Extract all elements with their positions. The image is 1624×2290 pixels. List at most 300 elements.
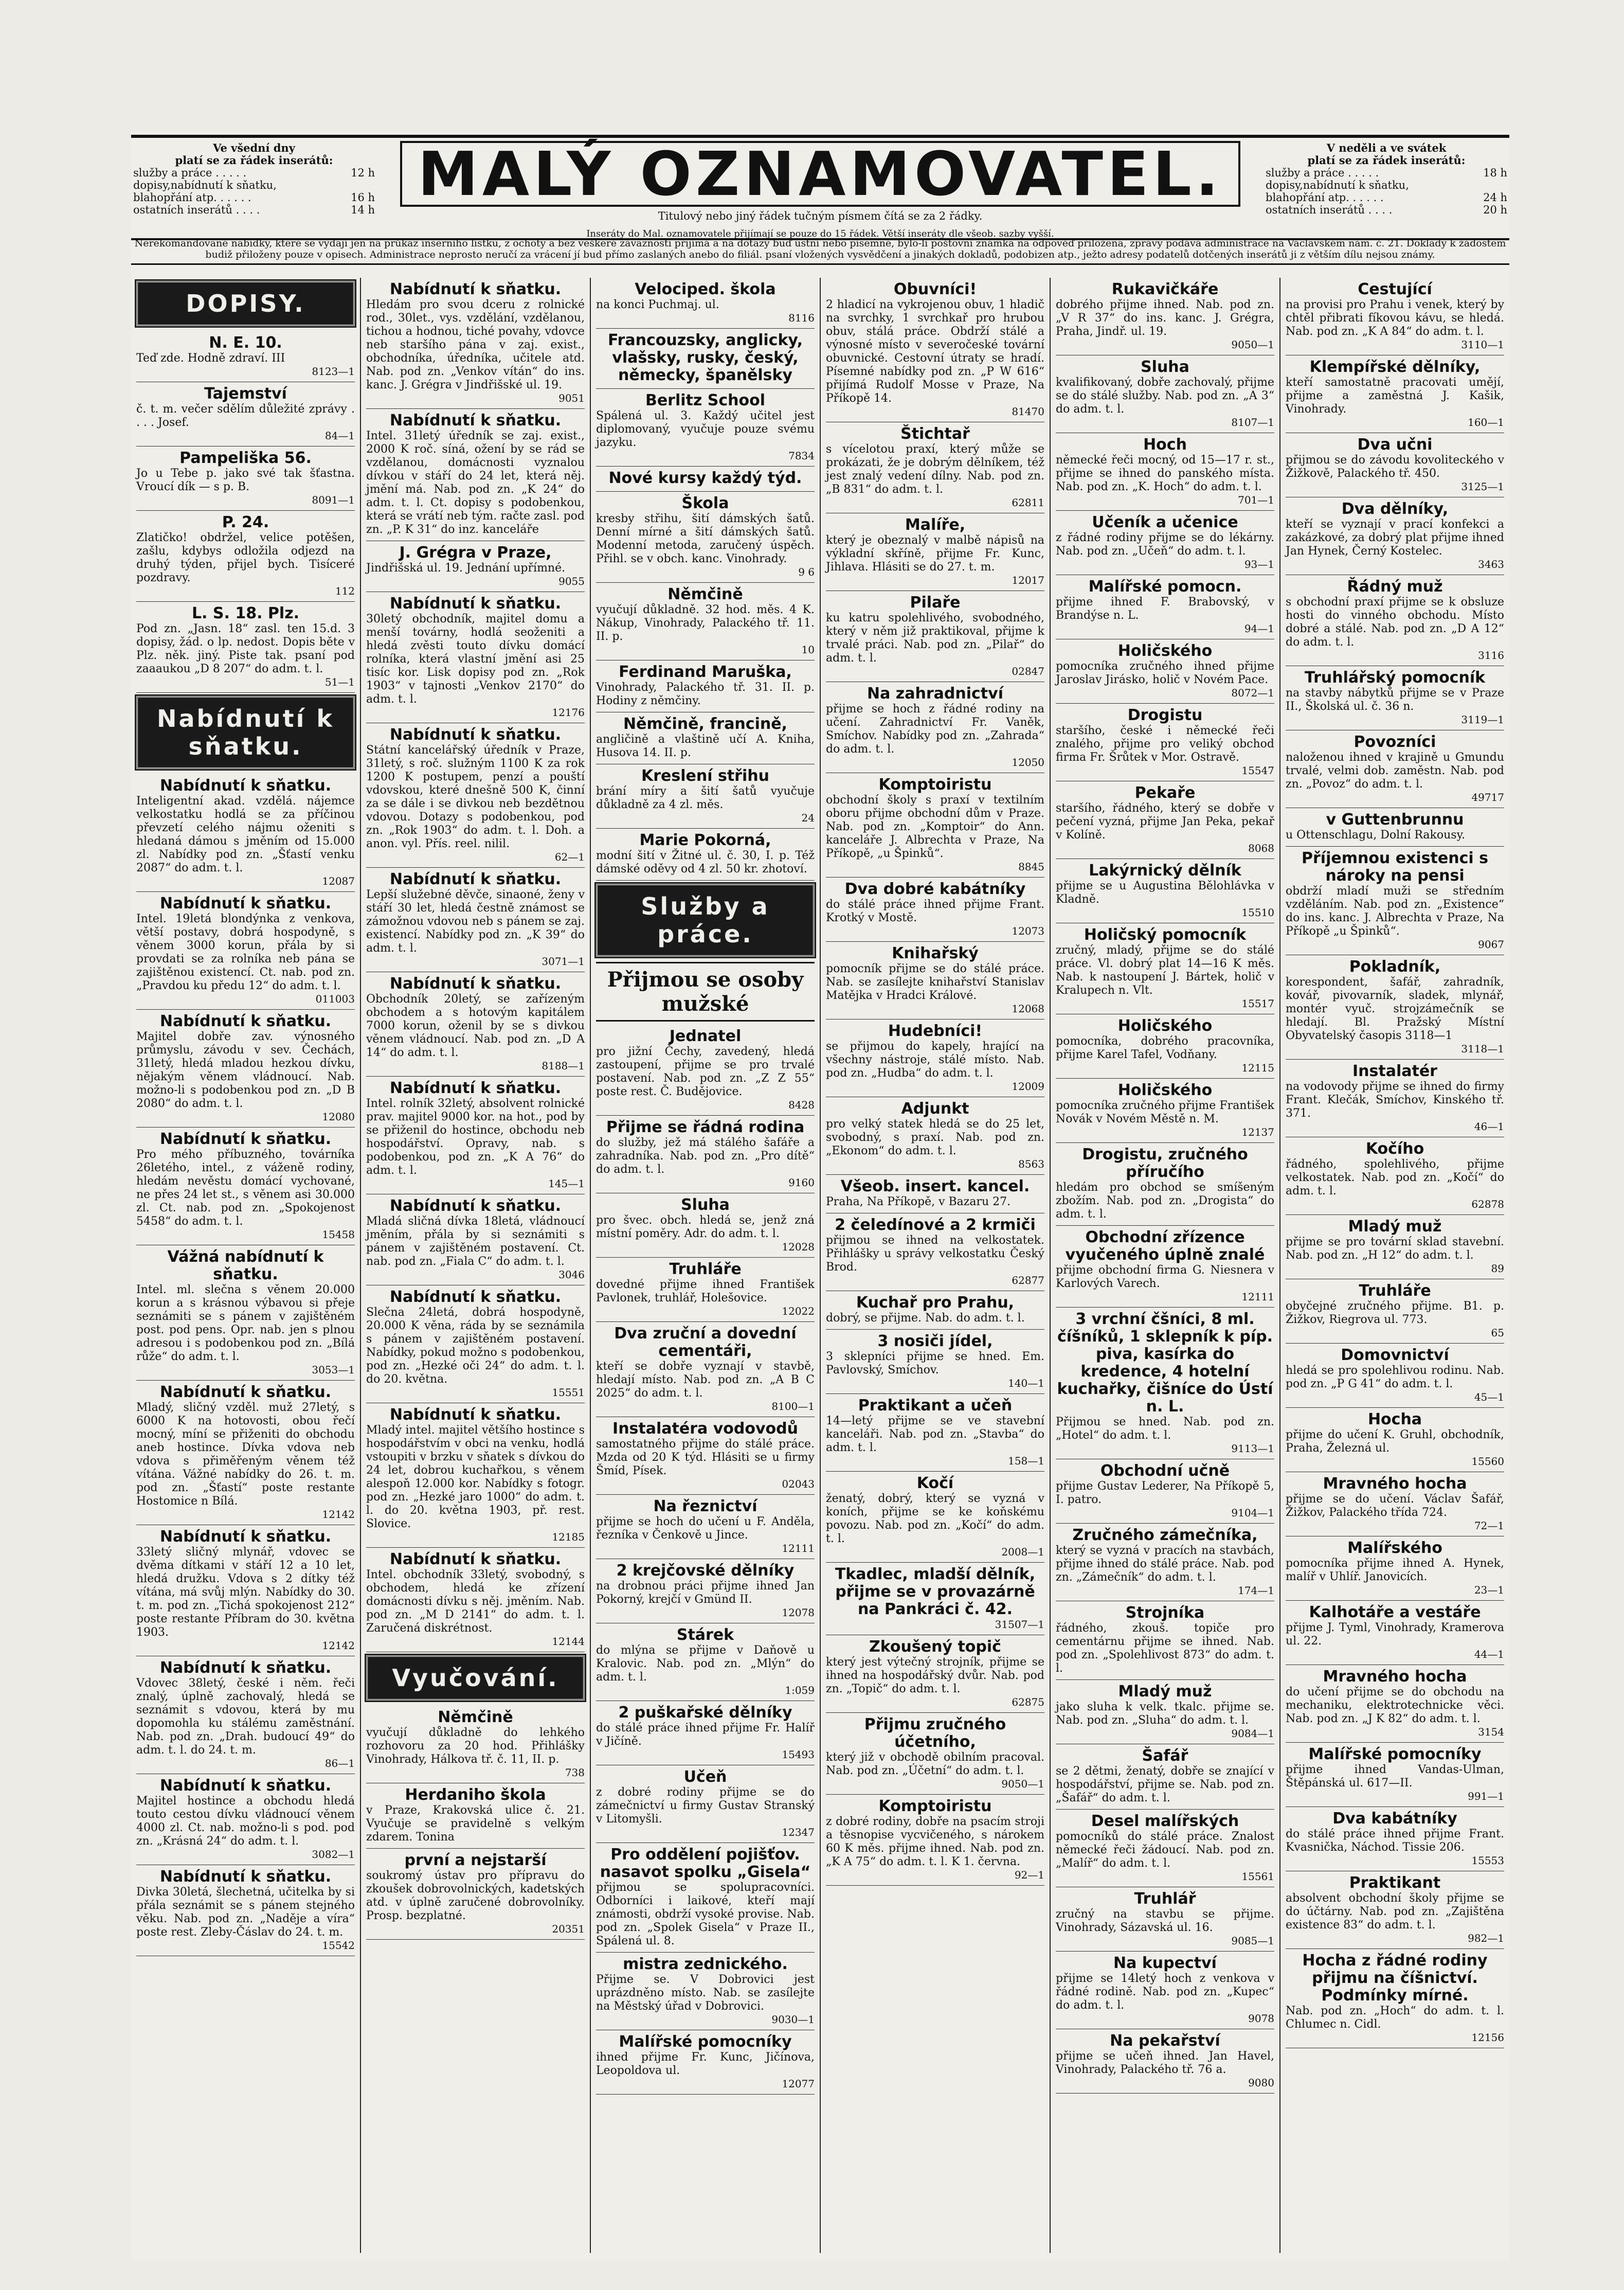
ad-number: 31507—1	[995, 1618, 1044, 1631]
classified-ad	[136, 1656, 355, 1774]
classified-ad	[596, 1623, 815, 1701]
ad-title: Truhlářský pomocník	[1304, 669, 1486, 687]
ad-number: 3082—1	[312, 1848, 355, 1860]
classified-ad	[596, 2030, 815, 2095]
ad-body: obyčejné zručného přijme. B1. p. Žižkov, Riegrova ul. 773.	[1286, 1300, 1504, 1326]
ad-body: Intel. 19letá blondýnka z venkova, větší postavy, dobrá hospodyně, s věnem 3000 korun, přála by si provdati se za rolníka neb pána se zajištěnou existencí. Ct. nab. pod zn. „Pravdou ku předu 12“ do adm. t. l.	[136, 913, 355, 992]
ad-body: u Ottenschlagu, Dolní Rakousy.	[1286, 829, 1466, 842]
ad-body: Vinohrady, Palackého tř. 31. II. p. Hodiny z němčiny.	[596, 681, 815, 707]
ad-title: Holičského	[1117, 642, 1213, 660]
ad-title: Zručného zámečníka,	[1072, 1526, 1258, 1544]
ad-body: samostatného přijme do stálé práce. Mzda od 20 K týd. Hlásiti se u firmy Šmíd, Písek.	[596, 1438, 815, 1477]
classified-ad	[366, 868, 585, 972]
section-heading: Služby a práce.	[596, 884, 815, 957]
ad-title: mistra zednického.	[623, 1955, 788, 1973]
ad-number: 12115	[1241, 1062, 1274, 1074]
ad-body: Státní kancelářský úředník v Praze, 31letý, s roč. služným 1100 K za rok 1200 K postupem, penzí a pouští vdovskou, které dnešně 500 K, činní za se dále i se divkou neb bezdětnou vdovou. Dotazy s podobenkou, pod zn. „Rok 1903“ do adm. t. l. Doh. a anon. vyl. Přís. reel. nilil.	[366, 744, 585, 850]
ad-number: 9104—1	[1231, 1507, 1274, 1519]
ad-title: Klempířské dělníky,	[1309, 358, 1481, 376]
ad-number: 12009	[1012, 1080, 1044, 1093]
classified-ad	[1286, 1871, 1504, 1949]
ad-number: 8072—1	[1231, 687, 1274, 699]
rate-price: 14 h	[351, 204, 375, 216]
classified-ad	[136, 1774, 355, 1865]
rate-label: blahopřání atp. . . . . .	[1266, 191, 1384, 204]
classified-ad	[1056, 1014, 1274, 1079]
ad-title: Hocha	[1367, 1410, 1422, 1428]
ad-body: pomocníka, dobrého pracovníka, přijme Karel Tafel, Vodňany.	[1056, 1035, 1274, 1061]
rate-price: 20 h	[1483, 204, 1507, 216]
ad-number: 62877	[1012, 1274, 1044, 1286]
ad-number: 9080	[1248, 2077, 1274, 2089]
ad-title: N. E. 10.	[209, 334, 282, 352]
ad-body: č. t. m. večer sdělím důležité zprávy . . . . Josef.	[136, 403, 355, 429]
ad-title: Štichtař	[900, 425, 970, 443]
rate-row	[1266, 191, 1507, 204]
ad-body: 33letý sličný mlynář, vdovec se dvěma dítkami v stáří 12 a 10 let, hledá družku. Vdova s 2 dítky též vítána, má svůj mlýn. Nabídky do 30. t. m. pod zn. „Tichá spokojenost 212“ poste restante Příbram do 30. května 1903.	[136, 1546, 355, 1639]
classified-ad	[136, 892, 355, 1010]
ad-title: J. Grégra v Praze,	[399, 544, 552, 562]
rate-row	[1266, 167, 1507, 179]
ad-body: Intel. 31letý úředník se zaj. exist., 2000 K roč. síná, ožení by se rád se vzdělanou, domácnosti vyznalou dívkou v stáří do 24 let, která něj. jmění má. Nab. pod zn. „K 24“ do adm. t. l. Ct. dopisy s podobenkou, která se vrátí neb tým. račte zasl. pod zn. „P. K 31“ do inz. kanceláře	[366, 430, 585, 536]
classified-ad	[826, 1175, 1044, 1213]
ad-title: Povozníci	[1354, 733, 1436, 751]
rate-label: ostatních inserátů . . . .	[133, 204, 260, 216]
classified-ad	[366, 409, 585, 541]
classified-ad	[826, 1713, 1044, 1795]
ad-title: Učeň	[683, 1768, 727, 1786]
classified-ad	[136, 382, 355, 446]
classified-ad	[366, 1077, 585, 1194]
ad-body: přijme se u Augustina Bělohlávka v Kladně.	[1056, 880, 1274, 906]
ad-body: Intel. obchodník 33letý, svobodný, s obchodem, hledá ke zřízení domácnosti dívku s něj. jměním. Nab. pod zn. „M D 2141“ do adm. t. l. Zaručená diskrétnost.	[366, 1568, 585, 1635]
ad-number: 62875	[1012, 1696, 1044, 1708]
classified-ad	[596, 467, 815, 492]
classified-ad	[366, 541, 585, 592]
classified-ad	[1056, 1079, 1274, 1143]
ad-body: obchodní školy s praxí v textilním oboru přijme obchodní dům v Praze. Nab. pod zn. „Komptoir“ do Ann. kanceláře J. Albrechta v Praze, Na Příkopě, „u Špinků“.	[826, 794, 1044, 860]
classified-ad	[596, 1765, 815, 1843]
ad-number: 9055	[558, 575, 585, 587]
ad-number: 89	[1491, 1262, 1504, 1275]
classified-ad	[366, 1403, 585, 1548]
ad-body: pomocníků do stálé práce. Znalost německé řeči žádoucí. Nab. pod zn. „Malíř“ do adm. t. l.	[1056, 1830, 1274, 1870]
ad-title: Pekaře	[1134, 784, 1196, 802]
classified-ad	[1286, 847, 1504, 955]
ad-number: 46—1	[1474, 1120, 1504, 1133]
ad-body: který se vyzná v pracích na stavbách, přijme ihned do stálé práce. Nab. pod zn. „Zámečník“ do adm. t. l.	[1056, 1544, 1274, 1584]
ad-number: 93—1	[1244, 558, 1274, 570]
ad-body: přijme do učení K. Gruhl, obchodník, Praha, Železná ul.	[1286, 1428, 1504, 1455]
ad-title: Drogistu	[1127, 706, 1203, 724]
section-heading: Vyučování.	[366, 1655, 585, 1701]
ad-number: 02847	[1012, 665, 1044, 677]
classified-ad	[136, 1525, 355, 1656]
classified-ad	[1056, 923, 1274, 1014]
classified-ad	[1056, 859, 1274, 923]
ad-title: Hoch	[1143, 436, 1187, 454]
ad-number: 8091—1	[312, 494, 355, 506]
ad-number: 12137	[1241, 1126, 1274, 1138]
ad-number: 12144	[552, 1635, 585, 1648]
ad-title: Přijmu zručného účetního,	[864, 1715, 1006, 1751]
ad-title: Holičský pomocník	[1084, 926, 1247, 944]
ad-number: 3463	[1478, 558, 1504, 570]
classified-ad	[1286, 666, 1504, 730]
sub-heading: Přijmou se osoby mužské	[596, 962, 815, 1022]
ad-number: 15458	[322, 1228, 355, 1241]
ad-title: Dva dělníky,	[1341, 500, 1449, 518]
rate-label: služby a práce . . . . .	[1266, 167, 1379, 179]
ad-number: 3116	[1478, 649, 1504, 661]
classified-ad	[366, 278, 585, 409]
sunday-rates-subhead: platí se za řádek inserátů:	[1307, 154, 1466, 167]
ad-number: 9050—1	[1001, 1778, 1044, 1790]
ad-title: Truhlář	[1134, 1890, 1196, 1908]
ad-number: 12111	[1241, 1291, 1274, 1303]
classified-ad	[596, 1559, 815, 1623]
ad-title: Hocha z řádné rodiny přijmu na číšnictví. Podmínky mírné.	[1302, 1952, 1488, 2005]
ad-body: pro velký statek hledá se do 25 let, svobodný, s praxí. Nab. pod zn. „Ekonom“ do adm. t. l.	[826, 1118, 1044, 1157]
classified-ad	[596, 492, 815, 583]
weekday-rates-subhead: platí se za řádek inserátů:	[175, 154, 333, 167]
ad-body: do stálé práce ihned přijme Frant. Kvasnička, Náchod. Tissie 206.	[1286, 1828, 1504, 1854]
ad-number: 3119—1	[1461, 713, 1504, 726]
ad-body: 3 sklepníci přijme se hned. Em. Pavlovský, Smíchov.	[826, 1350, 1044, 1376]
ad-number: 12080	[322, 1111, 355, 1123]
classified-ad	[366, 1194, 585, 1285]
ad-title: Dva kabátníky	[1332, 1810, 1457, 1828]
rate-label: ostatních inserátů . . . .	[1266, 204, 1393, 216]
ad-title: 3 vrchní čšníci, 8 ml. číšníků, 1 sklepník k píp. piva, kasírka do kredence, 4 hotelní kuchařky, čišníce do Ústí n. L.	[1057, 1310, 1273, 1416]
classified-ad	[596, 1116, 815, 1193]
ad-number: 8563	[1018, 1158, 1044, 1170]
classified-ad	[596, 1701, 815, 1765]
rate-label: dopisy,nabídnutí k sňatku,	[1266, 179, 1409, 191]
classified-ad	[1286, 1601, 1504, 1665]
classified-ad	[1056, 1680, 1274, 1744]
classified-ad	[826, 773, 1044, 878]
ad-body: do stálé práce ihned přijme Frant. Krotký v Mostě.	[826, 898, 1044, 924]
classified-ad	[1286, 575, 1504, 666]
ad-title: Nabídnutí k sňatku.	[389, 1406, 562, 1424]
classified-ad	[596, 1417, 815, 1495]
ad-title: 2 čeledínové a 2 krmiči	[835, 1216, 1036, 1234]
ad-body: pro jižní Čechy, zavedený, hledá zastoupení, přijme se pro trvalé postavení. Nab. pod zn. „Z Z 55“ poste rest. Č. Budějovice.	[596, 1045, 815, 1098]
classified-ad	[826, 278, 1044, 422]
ad-title: Nabídnutí k sňatku.	[159, 1868, 332, 1886]
ad-body: Jindřišská ul. 19. Jednání upřímné.	[366, 562, 566, 575]
classified-ad	[826, 682, 1044, 773]
ad-body: Teď zde. Hodně zdraví. III	[136, 352, 285, 365]
ad-body: Pod zn. „Jasn. 18“ zasl. ten 15.d. 3 dopisy, žád. o lp. nedost. Dopis běte v Plz. něk. jiný. Piste tak. psaní pod zaaaukou „D 8 207“ do adm. t. l.	[136, 622, 355, 675]
ad-body: korespondent, šafář, zahradník, kovář, pivovarník, sladek, mlynář, montér vyuč. strojzámečník se hledají. Bl. Pražský Místní Obyvatelský časopis 3118—1	[1286, 976, 1504, 1042]
ad-title: Kočí	[916, 1474, 954, 1492]
ad-number: 15510	[1241, 906, 1274, 919]
ad-body: přijme ihned F. Brabovský, v Brandýse n. L.	[1056, 596, 1274, 622]
ad-title: Mladý muž	[1118, 1683, 1212, 1701]
ad-body: ku katru spolehlivého, svobodného, který v něm již praktikoval, přijme k trvalé práci. Nab. pod zn. „Pilař“ do adm. t. l.	[826, 612, 1044, 665]
ad-body: přijme J. Tyml, Vinohrady, Kramerova ul. 22.	[1286, 1621, 1504, 1648]
ad-number: 8123—1	[312, 365, 355, 378]
classified-ad	[1056, 1887, 1274, 1952]
classified-ad	[826, 1213, 1044, 1291]
ad-body: 2 hladicí na vykrojenou obuv, 1 hladič na svrchky, 1 svrchkař pro hrubou obuv, stálá práce. Obdrží stálé a výnosné místo v severočeské tovární obuvnické. Cestovní útraty se hradí. Písemné nabídky pod zn. „P W 616“ přijímá Rudolf Mosse v Praze, Na Příkopě 14.	[826, 298, 1044, 405]
classified-ad	[826, 942, 1044, 1019]
ad-body: Vdovec 38letý, české i něm. řeči znalý, úplně zachovalý, hledá se seznámit s vdovou, která by mu dopomohla ku stálému zaměstnání. Nab. pod zn. „Drah. budoucí 49“ do adm. t. l. do 24. t. m.	[136, 1677, 355, 1757]
ad-number: 12087	[322, 875, 355, 887]
ad-number: 1:059	[785, 1684, 815, 1696]
ad-number: 8100—1	[771, 1400, 815, 1412]
ad-title: Pampeliška 56.	[179, 449, 312, 467]
ad-number: 12156	[1471, 2031, 1504, 2044]
ad-title: Škola	[681, 494, 729, 512]
section-heading: Nabídnutí k sňatku.	[136, 696, 355, 769]
ad-number: 112	[335, 585, 355, 597]
ad-number: 3110—1	[1461, 338, 1504, 351]
ad-number: 62878	[1471, 1198, 1504, 1210]
ad-number: 81470	[1012, 405, 1044, 418]
ad-number: 9084—1	[1231, 1727, 1274, 1740]
ad-body: přijme obchodní firma G. Niesnera v Karlových Varech.	[1056, 1264, 1274, 1290]
ad-body: Jo u Tebe p. jako své tak šťastna. Vroucí dík — s p. B.	[136, 467, 355, 493]
ad-body: řádného, zkouš. topiče pro cementárnu přijme se ihned. Nab. pod zn. „Spolehlivost 873“ do adm. t. l.	[1056, 1622, 1274, 1675]
ad-number: 8428	[788, 1099, 815, 1111]
classified-ad	[1056, 433, 1274, 511]
ad-title: Komptoiristu	[878, 776, 992, 794]
ad-title: Desel malířských	[1091, 1812, 1239, 1830]
classified-ad	[596, 1193, 815, 1258]
ad-title: 3 nosiči jídel,	[877, 1332, 993, 1350]
ad-title: Lakýrnický dělník	[1089, 862, 1241, 880]
classified-ad	[136, 1010, 355, 1128]
ad-title: Zkoušený topič	[869, 1638, 1001, 1656]
ad-title: Tajemství	[204, 385, 287, 403]
ad-body: přijme se hoch do učení u F. Anděla, řezníka v Čenkově u Jince.	[596, 1515, 815, 1542]
ad-title: Příjemnou existenci s nároky na pensi	[1302, 849, 1488, 885]
classified-ad	[1286, 433, 1504, 497]
ad-title: první a nejstarší	[404, 1851, 547, 1869]
ad-number: 86—1	[324, 1757, 355, 1769]
classified-ad	[1286, 497, 1504, 575]
ad-number: 15561	[1241, 1870, 1274, 1883]
classified-ad	[596, 764, 815, 829]
ad-number: 12142	[322, 1639, 355, 1652]
classified-ad	[1056, 639, 1274, 704]
ad-column	[1279, 278, 1509, 2253]
ad-body: který již v obchodě obilním pracoval. Nab. pod zn. „Účetní“ do adm. t. l.	[826, 1751, 1044, 1777]
ad-title: Vážná nabídnutí k sňatku.	[167, 1248, 324, 1283]
ad-title: Nabídnutí k sňatku.	[389, 280, 562, 298]
ad-body: Inteligentní akad. vzdělá. nájemce velkostatku hodlá se za příčinou převzetí celého nájmu oženiti s hledaná dámou s jměním od 15.000 zl. Nabídky pod zn. „Šťastí venku 2087“ do adm. t. l.	[136, 795, 355, 874]
ad-body: ženatý, dobrý, který se vyzná v koních, přijme se ke koňskému povozu. Nab. pod zn. „Kočí“ do adm. t. l.	[826, 1492, 1044, 1545]
rate-price: 12 h	[351, 167, 375, 179]
ad-number: 8188—1	[542, 1060, 585, 1072]
ad-number: 49717	[1471, 791, 1504, 803]
ad-title: Truhláře	[1359, 1282, 1431, 1300]
ad-title: Sluha	[1141, 358, 1189, 376]
classified-ad	[136, 774, 355, 892]
ad-body: do mlýna se přijme v Daňově u Kralovic. Nab. pod zn. „Mlýn“ do adm. t. l.	[596, 1644, 815, 1684]
ad-number: 7834	[788, 450, 815, 462]
ad-number: 12185	[552, 1531, 585, 1543]
ad-title: Adjunkt	[901, 1100, 969, 1118]
ad-body: pomocník přijme se do stálé práce. Nab. se zasílejte knihařství Stanislav Matějka v Hradci Králové.	[826, 962, 1044, 1002]
ad-title: Hudebníci!	[888, 1022, 983, 1040]
ad-number: 15517	[1241, 997, 1274, 1010]
ad-number: 12068	[1012, 1003, 1044, 1015]
ad-body: 30letý obchodník, majitel domu a menší továrny, hodlá seoženiti a hledá zvěsti touto dívku domácí rolníka, která vlastní jmění asi 25 tisíc kor. Lisk dopisy pod zn. „Rok 1903“ v tajnosti „Venkov 2170“ do adm. t. l.	[366, 613, 585, 706]
ad-title: Praktikant a učeň	[858, 1397, 1013, 1415]
classified-ad	[1056, 1226, 1274, 1308]
ad-body: modní šití v Žitné ul. č. 30, I. p. Též dámské oděvy od 4 zl. 50 kr. zhotoví.	[596, 849, 815, 875]
ad-number: 9113—1	[1231, 1442, 1274, 1455]
ad-body: kvalifikovaný, dobře zachovalý, přijme se do stálé služby. Nab. pod zn. „A 3“ do adm. t. l.	[1056, 376, 1274, 416]
ad-title: Pro oddělení pojišťov. nasavot spolku „Gisela“	[600, 1846, 811, 1881]
ad-body: jako sluha k velk. tkalc. přijme se. Nab. pod zn. „Sluha“ do adm. t. l.	[1056, 1701, 1274, 1727]
ad-body: Obchodník 20letý, se zařízeným obchodem a s hotovým kapitálem 7000 korun, oženil by se s divkou věnem vládnoucí. Nab. pod zn. „D A 14“ do adm. t. l.	[366, 993, 585, 1059]
classified-ad	[596, 1025, 815, 1116]
classified-ad	[1286, 1472, 1504, 1536]
ad-title: Ferdinand Maruška,	[619, 663, 792, 681]
rate-price: 16 h	[351, 191, 375, 204]
classified-ad	[826, 1472, 1044, 1563]
ad-title: Praktikant	[1349, 1874, 1441, 1892]
ad-body: dobrého přijme ihned. Nab. pod zn. „V R 37“ do ins. kanc. J. Grégra, Praha, Jindř. ul. 19.	[1056, 298, 1274, 338]
ad-title: Nové kursy každý týd.	[608, 469, 802, 487]
classified-ad	[1286, 730, 1504, 808]
ad-body: obdrží mladí muži se středním vzděláním. Nab. pod zn. „Existence“ do ins. kanc. J. Albrechta v Praze, Na Příkopě „u Špinků“.	[1286, 885, 1504, 938]
ad-title: Marie Pokorná,	[639, 831, 771, 849]
ad-title: Nabídnutí k sňatku.	[389, 1288, 562, 1306]
ad-number: 24	[801, 812, 815, 824]
ad-title: Na pekařství	[1110, 2032, 1220, 2050]
ad-body: Mladá sličná dívka 18letá, vládnoucí jměním, přála by si seznámiti s pánem v zajištěném postavení. Ct. nab. pod zn. „Fiala C“ do adm. t. l.	[366, 1215, 585, 1268]
ad-body: přijmou se do závodu kovoliteckého v Žižkově, Palackého tř. 450.	[1286, 454, 1504, 480]
ad-number: 15553	[1471, 1854, 1504, 1867]
classified-ad	[1056, 2029, 1274, 2094]
ad-number: 011003	[315, 993, 355, 1005]
ad-number: 51—1	[324, 676, 355, 688]
ad-body: pomocníka zručného přijme František Novák v Novém Městě n. M.	[1056, 1099, 1274, 1125]
ad-number: 15551	[552, 1386, 585, 1399]
rate-row	[1266, 179, 1507, 191]
ad-body: Majitel hostince a obchodu hledá touto cestou dívku vládnoucí věnem 4000 zl. Ct. nab. možno-li s pod. pod zn. „Krásná 24“ do adm. t. l.	[136, 1795, 355, 1848]
ad-number: 62—1	[554, 851, 585, 863]
ad-number: 145—1	[548, 1177, 585, 1190]
ad-number: 12111	[782, 1542, 815, 1554]
ad-title: Mladý muž	[1348, 1218, 1442, 1236]
ad-title: Mravného hocha	[1323, 1668, 1467, 1686]
classified-ad	[826, 1563, 1044, 1635]
ad-column	[820, 278, 1050, 2253]
ad-title: Malířské pomocníky	[1308, 1745, 1482, 1763]
ad-number: 982—1	[1468, 1932, 1504, 1944]
ad-title: Sluha	[681, 1196, 730, 1214]
ad-number: 991—1	[1468, 1790, 1504, 1802]
ad-body: hledá se pro spolehlivou rodinu. Nab. pod zn. „P G 41“ do adm. t. l.	[1286, 1364, 1504, 1390]
ad-title: Drogistu, zručného příručího	[1082, 1146, 1248, 1181]
ad-title: Rukavičkáře	[1111, 280, 1219, 298]
ad-title: Nabídnutí k sňatku.	[389, 870, 562, 888]
ad-column	[360, 278, 590, 2253]
ad-title: Dva učni	[1357, 436, 1433, 454]
ad-number: 8068	[1248, 842, 1274, 854]
ad-title: Velociped. škola	[635, 280, 776, 298]
ad-title: Kalhotáře a vestáře	[1309, 1603, 1481, 1621]
weekday-rates-head: Ve všední dny	[213, 141, 295, 154]
ad-body: přijme ihned Vandas-Ulman, Štěpánská ul. 617—II.	[1286, 1763, 1504, 1790]
ad-body: vyučují důkladně do lehkého rozhovoru za 20 hod. Přihlášky Vinohrady, Hálkova tř. č. 11, II. p.	[366, 1726, 585, 1766]
ad-body: staršího, řádného, který se dobře v pečení vyzná, přijme Jan Peka, pekař v Kolíně.	[1056, 802, 1274, 842]
classified-ad	[596, 1258, 815, 1322]
ad-title: Nabídnutí k sňatku.	[389, 1197, 562, 1215]
title-note: Titulový nebo jiný řádek tučným písmem čítá se za 2 řádky.	[658, 210, 983, 222]
classified-ad	[1286, 1137, 1504, 1215]
classified-ad	[136, 1381, 355, 1525]
ad-number: 12050	[1012, 756, 1044, 768]
ad-title: 2 krejčovské dělníky	[616, 1562, 795, 1580]
classified-ad	[1056, 1810, 1274, 1887]
ad-number: 15493	[782, 1748, 815, 1761]
ad-number: 12073	[1012, 925, 1044, 937]
classified-ad	[1286, 1665, 1504, 1743]
ad-body: ihned přijme Fr. Kunc, Jičínova, Leopoldova ul.	[596, 2051, 815, 2077]
ad-title: Nabídnutí k sňatku.	[159, 777, 332, 795]
ad-body: přijmou se ihned na velkostatek. Přihlášky u správy velkostatku Český Brod.	[826, 1234, 1044, 1274]
classified-ad	[1286, 1215, 1504, 1279]
ad-title: Komptoiristu	[878, 1797, 992, 1815]
classified-ad	[1286, 1743, 1504, 1807]
ad-title: Nabídnutí k sňatku.	[389, 1079, 562, 1097]
classified-ad	[136, 511, 355, 602]
ad-number: 8845	[1018, 861, 1044, 873]
ad-body: Lepší služebné děvče, sinaoné, ženy v stáří 30 let, hledá čestně známost se zámožnou vdovou neb s pánem se zaj. existencí. Nabídky pod zn. „K 39“ do adm. t. l.	[366, 888, 585, 955]
section-heading: DOPISY.	[136, 281, 355, 326]
ad-title: Kočího	[1365, 1140, 1424, 1158]
ad-title: Francouzsky, anglicky, vlašsky, rusky, český, německy, španělsky	[607, 331, 803, 384]
ad-number: 20351	[552, 1923, 585, 1935]
classified-ad	[1056, 1524, 1274, 1601]
ad-number: 12077	[782, 2078, 815, 2090]
classified-ad	[826, 878, 1044, 942]
ad-number: 94—1	[1244, 622, 1274, 635]
ad-number: 02043	[782, 1478, 815, 1490]
ad-title: Instalatéra vodovodů	[612, 1420, 798, 1438]
classified-ad	[136, 1865, 355, 1956]
ad-number: 9051	[558, 392, 585, 404]
ad-body: do učení přijme se do obchodu na mechaniku, elektrotechnicke věci. Nab. pod zn. „J K 82“ do adm. t. l.	[1286, 1686, 1504, 1725]
ad-title: Instalatér	[1352, 1062, 1437, 1080]
classified-ad	[136, 1128, 355, 1245]
classified-ad	[826, 1291, 1044, 1330]
rate-price: 24 h	[1483, 191, 1507, 204]
ad-title: Malířské pomocn.	[1088, 578, 1242, 596]
rate-label: dopisy,nabídnutí k sňatku,	[133, 179, 277, 191]
ad-column	[590, 278, 820, 2253]
ad-title: Nabídnutí k sňatku.	[159, 1012, 332, 1030]
classified-ad	[366, 972, 585, 1077]
classified-ad	[1056, 511, 1274, 575]
ad-title: Šafář	[1142, 1747, 1188, 1765]
ad-title: Nabídnutí k sňatku.	[159, 1130, 332, 1148]
ad-body: který jest výtečný strojník, přijme se ihned na hospodářský dvůr. Nab. pod zn. „Topič“ do adm. t. l.	[826, 1656, 1044, 1695]
ad-title: Nabídnutí k sňatku.	[389, 726, 562, 744]
ad-title: Obuvníci!	[893, 280, 977, 298]
insert-limit-note: Inseráty do Mal. oznamovatele přijímají se pouze do 15 řádek. Větší inseráty dle všeob. sazby vyšší.	[586, 228, 1054, 239]
rate-row	[133, 204, 375, 216]
classified-ad	[826, 1019, 1044, 1097]
